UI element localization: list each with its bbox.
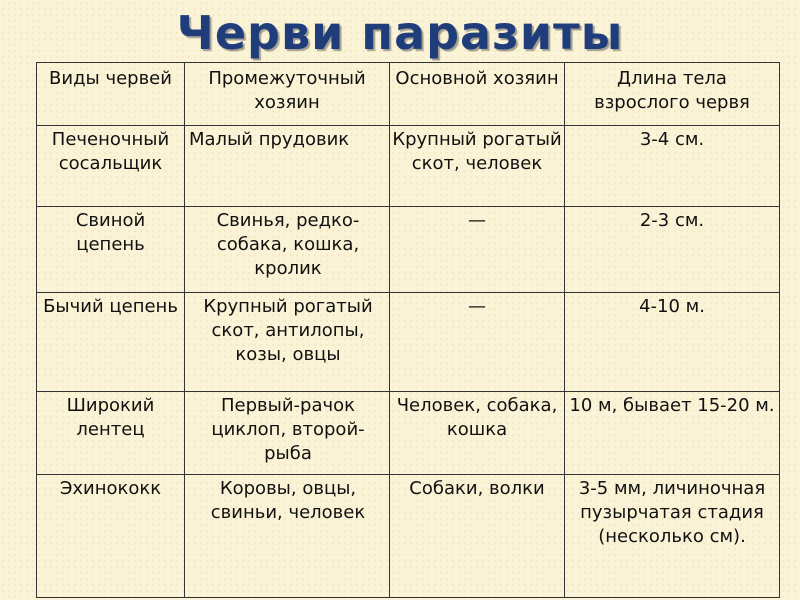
header-main-host: Основной хозяин	[390, 63, 565, 126]
page-title: Черви паразиты	[176, 6, 624, 60]
cell-body-length: 3-5 мм, личиночная пузырчатая стадия (несколько см).	[565, 475, 780, 598]
table-row	[37, 126, 780, 207]
cell-body-length: 10 м, бывает 15-20 м.	[565, 392, 780, 475]
cell-worm-type: Эхинококк	[37, 475, 185, 598]
cell-intermediate-host: Крупный рогатый скот, антилопы, козы, овцы	[185, 293, 390, 392]
cell-main-host: —	[390, 207, 565, 293]
header-intermediate-host: Промежуточный хозяин	[185, 63, 390, 126]
cell-intermediate-host: Коровы, овцы, свиньи, человек	[185, 475, 390, 598]
parasites-table	[36, 62, 780, 598]
table-row	[37, 475, 780, 598]
table-row	[37, 293, 780, 392]
cell-main-host: Собаки, волки	[390, 475, 565, 598]
cell-main-host: Человек, собака, кошка	[390, 392, 565, 475]
table-row	[37, 207, 780, 293]
cell-worm-type: Печеночный сосальщик	[37, 126, 185, 207]
cell-main-host: —	[390, 293, 565, 392]
cell-intermediate-host: Малый прудовик	[185, 126, 390, 207]
header-worm-types: Виды червей	[37, 63, 185, 126]
cell-worm-type: Свиной цепень	[37, 207, 185, 293]
cell-body-length: 4-10 м.	[565, 293, 780, 392]
table-header-row	[37, 63, 780, 126]
cell-body-length: 2-3 см.	[565, 207, 780, 293]
cell-worm-type: Широкий лентец	[37, 392, 185, 475]
cell-main-host: Крупный рогатый скот, человек	[390, 126, 565, 207]
cell-body-length: 3-4 см.	[565, 126, 780, 207]
table-row	[37, 392, 780, 475]
cell-intermediate-host: Первый-рачок циклоп, второй-рыба	[185, 392, 390, 475]
cell-worm-type: Бычий цепень	[37, 293, 185, 392]
header-body-length: Длина тела взрослого червя	[565, 63, 780, 126]
cell-intermediate-host: Свинья, редко-собака, кошка, кролик	[185, 207, 390, 293]
